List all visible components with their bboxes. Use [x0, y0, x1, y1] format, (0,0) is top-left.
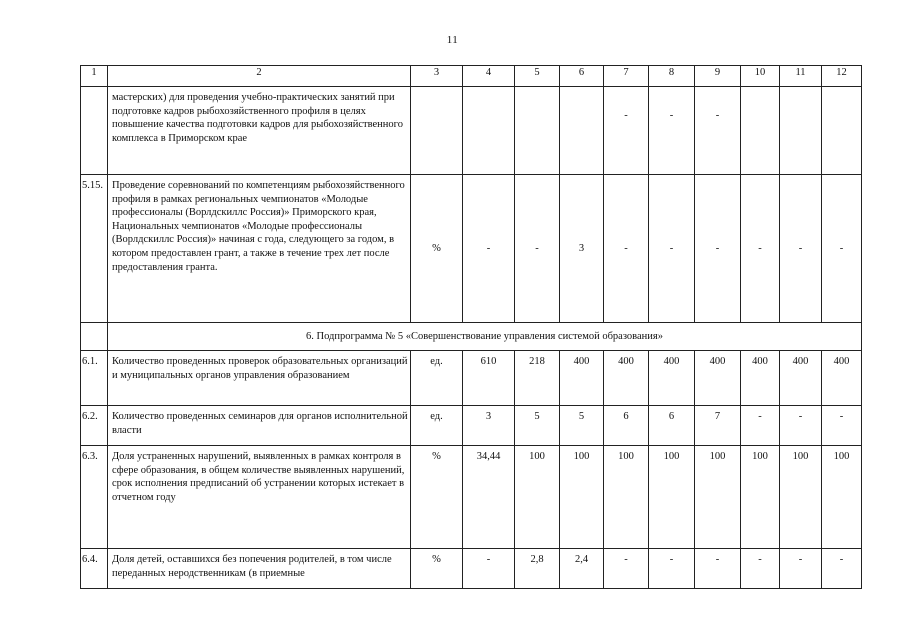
- row-unit: ед.: [411, 351, 463, 406]
- row-number: 6.1.: [81, 351, 108, 406]
- value-cell: [463, 87, 515, 175]
- value-cell: 5: [515, 406, 560, 446]
- row-description: Количество проведенных проверок образовательных организаций и муниципальных органов управления образованием: [108, 351, 411, 406]
- value-cell: -: [822, 175, 862, 323]
- value-cell: 7: [695, 406, 741, 446]
- row-unit: [411, 87, 463, 175]
- value-cell: 100: [741, 446, 780, 549]
- value-cell: -: [463, 175, 515, 323]
- row-number: 6.2.: [81, 406, 108, 446]
- value-cell: 100: [604, 446, 649, 549]
- value-cell: [822, 87, 862, 175]
- column-number: 11: [780, 66, 822, 87]
- section-number-cell: [81, 323, 108, 351]
- value-cell: 34,44: [463, 446, 515, 549]
- value-cell: -: [780, 406, 822, 446]
- value-cell: -: [741, 406, 780, 446]
- row-description: Доля устраненных нарушений, выявленных в рамках контроля в сфере образования, в общем количестве выявленных нарушений, срок исполнения предписаний об устранении которых истекает в отчетном году: [108, 446, 411, 549]
- value-cell: -: [822, 406, 862, 446]
- value-cell: 400: [649, 351, 695, 406]
- column-number: 10: [741, 66, 780, 87]
- column-number: 5: [515, 66, 560, 87]
- value-cell: -: [649, 549, 695, 589]
- value-cell: 400: [822, 351, 862, 406]
- table-row: [81, 549, 862, 589]
- value-cell: 100: [822, 446, 862, 549]
- page-number: 11: [446, 34, 459, 46]
- value-cell: 6: [649, 406, 695, 446]
- value-cell: -: [695, 175, 741, 323]
- value-cell: 2,4: [560, 549, 604, 589]
- value-cell: -: [515, 175, 560, 323]
- value-cell: -: [822, 549, 862, 589]
- row-number: 6.4.: [81, 549, 108, 589]
- column-number: 3: [411, 66, 463, 87]
- value-cell: -: [604, 175, 649, 323]
- value-cell: 400: [741, 351, 780, 406]
- row-description: мастерских) для проведения учебно-практических занятий при подготовке кадров рыбохозяйственного профиля в целях повышение качества подготовки кадров для рыбохозяйственного комплекса в Приморском крае: [108, 87, 411, 175]
- column-number: 7: [604, 66, 649, 87]
- value-cell: -: [463, 549, 515, 589]
- value-cell: 400: [604, 351, 649, 406]
- value-cell: 100: [560, 446, 604, 549]
- value-cell: 6: [604, 406, 649, 446]
- value-cell: [515, 87, 560, 175]
- value-cell: [741, 87, 780, 175]
- section-title: 6. Подпрограмма № 5 «Совершенствование управления системой образования»: [108, 323, 862, 351]
- value-cell: -: [695, 87, 741, 175]
- row-description: Доля детей, оставшихся без попечения родителей, в том числе переданных неродственникам (в приемные: [108, 549, 411, 589]
- row-unit: %: [411, 549, 463, 589]
- value-cell: 400: [560, 351, 604, 406]
- value-cell: -: [604, 87, 649, 175]
- row-unit: %: [411, 446, 463, 549]
- value-cell: [780, 87, 822, 175]
- value-cell: -: [695, 549, 741, 589]
- column-number: 2: [108, 66, 411, 87]
- table-row: [81, 406, 862, 446]
- value-cell: 400: [695, 351, 741, 406]
- row-number: 6.3.: [81, 446, 108, 549]
- table-row: [81, 87, 862, 175]
- column-number: 4: [463, 66, 515, 87]
- value-cell: -: [741, 175, 780, 323]
- value-cell: 100: [780, 446, 822, 549]
- indicators-table: [80, 65, 862, 589]
- column-number: 12: [822, 66, 862, 87]
- column-number: 9: [695, 66, 741, 87]
- value-cell: -: [780, 549, 822, 589]
- value-cell: 2,8: [515, 549, 560, 589]
- value-cell: 218: [515, 351, 560, 406]
- section-row: [81, 323, 862, 351]
- value-cell: 3: [463, 406, 515, 446]
- value-cell: -: [649, 87, 695, 175]
- row-description: Количество проведенных семинаров для органов исполнительной власти: [108, 406, 411, 446]
- table-row: [81, 446, 862, 549]
- value-cell: [560, 87, 604, 175]
- row-number: [81, 87, 108, 175]
- row-number: 5.15.: [81, 175, 108, 323]
- column-number-row: [81, 66, 862, 87]
- value-cell: -: [649, 175, 695, 323]
- row-description: Проведение соревнований по компетенциям рыбохозяйственного профиля в рамках региональных чемпионатов «Молодые профессионалы (Ворлдскиллс Россия)» Приморского края, Национальных чемпионатов «Молодые профессионалы (Ворлдскиллс Россия)» начиная с года, следующего за годом, в котором предоставлен грант, а также в течение трех лет после предоставления гранта.: [108, 175, 411, 323]
- table-row: [81, 351, 862, 406]
- value-cell: 400: [780, 351, 822, 406]
- row-unit: %: [411, 175, 463, 323]
- column-number: 6: [560, 66, 604, 87]
- column-number: 8: [649, 66, 695, 87]
- value-cell: -: [741, 549, 780, 589]
- value-cell: 5: [560, 406, 604, 446]
- value-cell: -: [604, 549, 649, 589]
- value-cell: 100: [649, 446, 695, 549]
- value-cell: 100: [515, 446, 560, 549]
- value-cell: 100: [695, 446, 741, 549]
- value-cell: -: [780, 175, 822, 323]
- table-row: [81, 175, 862, 323]
- value-cell: 610: [463, 351, 515, 406]
- row-unit: ед.: [411, 406, 463, 446]
- column-number: 1: [81, 66, 108, 87]
- value-cell: 3: [560, 175, 604, 323]
